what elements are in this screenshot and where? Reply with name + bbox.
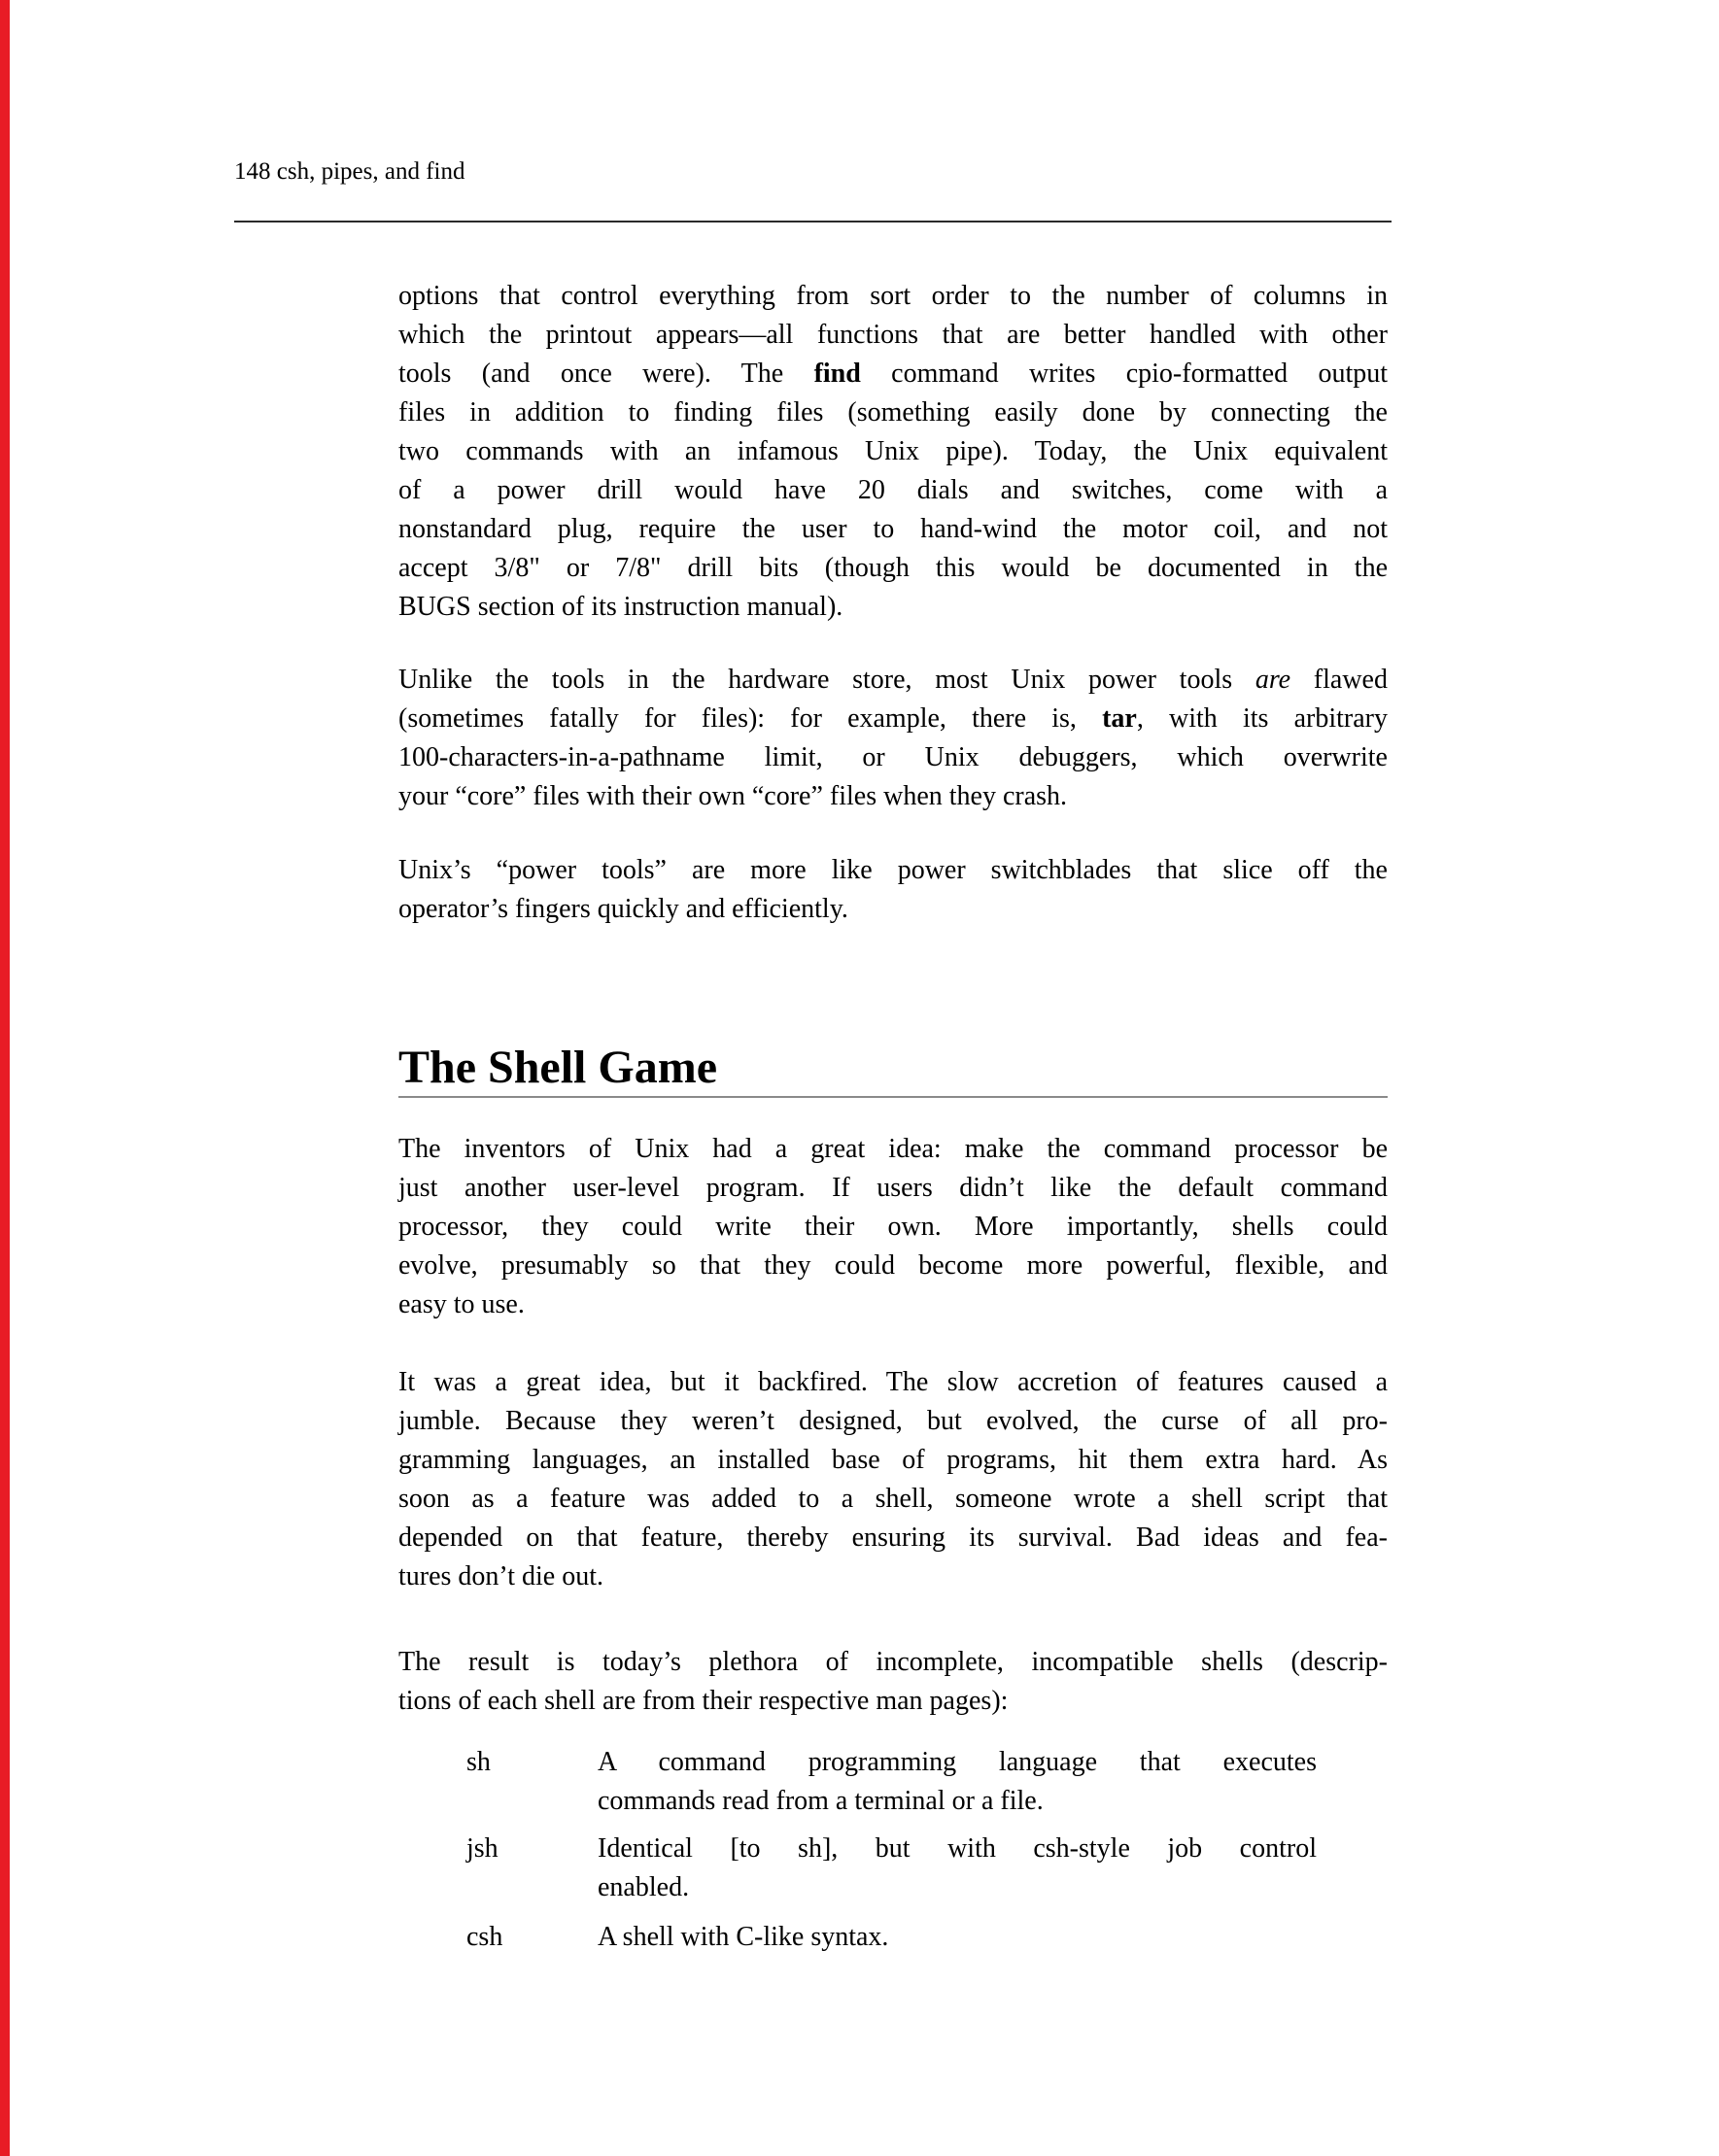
paragraph-great-idea-backfired (398, 1363, 1388, 1596)
shell-definition-sh (598, 1743, 1317, 1821)
text-line: jumble. Because they weren’t designed, but evolved, the curse of all pro- (398, 1406, 1388, 1436)
text-line: just another user-level program. If users didn’t like the default command (398, 1173, 1388, 1203)
text-line: 100-characters-in-a-pathname limit, or Unix debuggers, which overwrite (398, 742, 1388, 772)
text-line: A shell with C-like syntax. (598, 1922, 889, 1952)
text-line: commands read from a terminal or a file. (598, 1786, 1044, 1816)
text-line: options that control everything from sort order to the number of columns in (398, 281, 1388, 311)
text-line: operator’s fingers quickly and efficiently. (398, 894, 848, 924)
text-line: BUGS section of its instruction manual). (398, 592, 843, 622)
text-line: Unix’s “power tools” are more like power switchblades that slice off the (398, 855, 1388, 885)
text-line: easy to use. (398, 1289, 525, 1319)
text-line: (sometimes fatally for files): for example, there is, tar, with its arbitrary (398, 703, 1388, 734)
italic-text: are (1255, 665, 1291, 695)
page-edge-stripe (0, 0, 10, 2156)
text-line: files in addition to finding files (something easily done by connecting the (398, 397, 1388, 428)
text-line: It was a great idea, but it backfired. The slow accretion of features caused a (398, 1367, 1388, 1397)
shell-term-csh: csh (466, 1922, 503, 1952)
text-line: tools (and once were). The find command writes cpio-formatted output (398, 359, 1389, 389)
text-line: evolve, presumably so that they could become more powerful, flexible, and (398, 1250, 1388, 1281)
bold-text: tar (1102, 703, 1137, 734)
text-line: enabled. (598, 1872, 690, 1902)
text-line: nonstandard plug, require the user to hand-wind the motor coil, and not (398, 514, 1388, 544)
text-line: Identical [to sh], but with csh-style job control (598, 1833, 1317, 1864)
text-line: The result is today’s plethora of incomplete, incompatible shells (descrip- (398, 1647, 1388, 1677)
bold-text: find (813, 359, 861, 389)
header-rule (234, 221, 1392, 222)
text-line: Unlike the tools in the hardware store, most Unix power tools are flawed (398, 665, 1388, 695)
paragraph-power-switchblades (398, 851, 1388, 929)
shell-definition-csh (598, 1918, 1317, 1957)
paragraph-unlike-tools (398, 661, 1388, 816)
text-line: of a power drill would have 20 dials and switches, come with a (398, 475, 1388, 505)
section-heading: The Shell Game (398, 1042, 718, 1093)
shell-definition-jsh (598, 1830, 1317, 1907)
text-line: your “core” files with their own “core” files when they crash. (398, 781, 1068, 811)
text-line: A command programming language that executes (598, 1747, 1317, 1777)
text-line: The inventors of Unix had a great idea: make the command processor be (398, 1134, 1388, 1164)
paragraph-inventors-of-unix (398, 1130, 1388, 1324)
shell-term-jsh: jsh (466, 1833, 499, 1864)
text-line: which the printout appears—all functions that are better handled with other (398, 320, 1388, 350)
shell-term-sh: sh (466, 1747, 491, 1777)
text-line: tions of each shell are from their respective man pages): (398, 1686, 1009, 1716)
text-line: depended on that feature, thereby ensuring its survival. Bad ideas and fea- (398, 1523, 1388, 1553)
text-line: soon as a feature was added to a shell, someone wrote a shell script that (398, 1484, 1388, 1514)
text-line: gramming languages, an installed base of programs, hit them extra hard. As (398, 1445, 1388, 1475)
text-line: processor, they could write their own. More importantly, shells could (398, 1212, 1388, 1242)
text-line: accept 3/8" or 7/8" drill bits (though this would be documented in the (398, 553, 1388, 583)
text-line: tures don’t die out. (398, 1561, 604, 1591)
section-heading-rule (398, 1096, 1388, 1098)
text-line: two commands with an infamous Unix pipe). Today, the Unix equivalent (398, 436, 1388, 466)
paragraph-plethora-of-shells (398, 1643, 1388, 1721)
paragraph-options-tools (398, 277, 1388, 627)
running-header: 148 csh, pipes, and find (234, 158, 465, 185)
